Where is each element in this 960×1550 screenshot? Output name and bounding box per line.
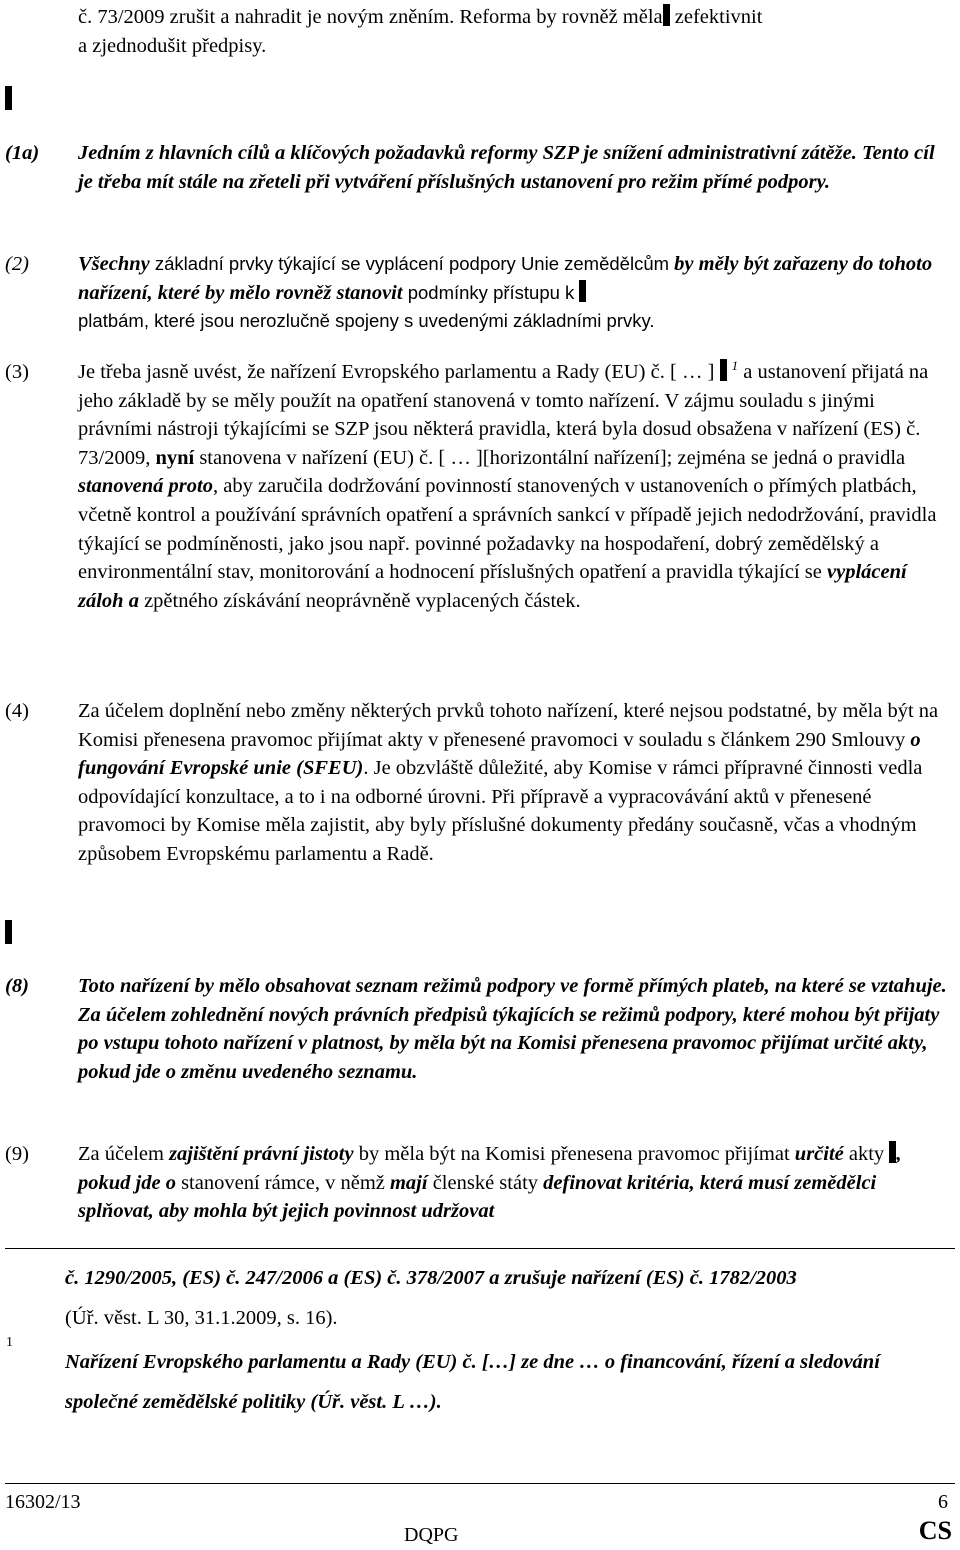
recital-text-part: platbám, které jsou nerozlučně spojeny s uvedenými základními prvky.: [78, 310, 655, 332]
footnote-mark: 1: [6, 1335, 13, 1350]
recital-text-part: členské státy: [427, 1171, 544, 1194]
recital-number: (4): [5, 700, 29, 722]
recital-text-part: vyplácení záloh a: [78, 561, 907, 612]
recital-text: Toto nařízení by mělo obsahovat seznam režimů podpory ve formě přímých plateb, na které se vztahuje. Za účelem zohlednění nových právních předpisů týkajících se režimů podpory, které mohou být přijaty po vstupu tohoto nařízení v platnost, by měla být na Komisi přenesena pravomoc přijímat určité akty, pokud jde o změnu uvedeného seznamu.: [78, 975, 947, 1083]
recital-number: (9): [5, 1143, 29, 1165]
change-marker: [663, 4, 670, 26]
recital-text-part: . Je obzvláště důležité, aby Komise v rámci přípravné činnosti vedla odpovídající konzultace, a to i na odborné úrovni. Při přípravě a vypracovávání aktů v přenesené pravomoci by Komise měla zajistit, aby byly příslušné dokumenty předány současně, včas a vhodným způsobem Evropskému parlamentu a Radě.: [78, 757, 923, 865]
recital-text: [78, 1140, 950, 1226]
recital-text-part: mají: [389, 1171, 428, 1194]
recital-text-part: by měla být na Komisi přenesena pravomoc přijímat: [353, 1143, 795, 1165]
footnote-text: (Úř. věst. L 30, 31.1.2009, s. 16).: [65, 1307, 338, 1329]
recital-text-part: Za účelem: [78, 1143, 170, 1165]
recital-text-part: definovat kritéria, která musí zemědělci splňovat, aby mohla být jejich povinnost udržovat: [78, 1171, 877, 1223]
page-number: 6: [938, 1491, 948, 1513]
recital-text-part: Všechny: [78, 253, 150, 275]
recital-text-part: zpětného získávání neoprávněně vyplacených částek.: [138, 589, 581, 612]
recital-text-part: základní prvky týkající se vyplácení podpory Unie zemědělcům: [149, 253, 675, 274]
recital-text: [78, 358, 950, 615]
recital-text: [78, 250, 950, 336]
footnote-text: č. 1290/2005, (ES) č. 247/2006 a (ES) č. 378/2007 a zrušuje nařízení (ES) č. 1782/2003: [65, 1267, 797, 1289]
recital-text-part: zajištění právní jistoty: [169, 1143, 354, 1165]
recital-number: (1a): [5, 142, 40, 164]
recital-text-part: nyní: [155, 446, 195, 469]
change-marker: [720, 359, 727, 381]
change-marker: [579, 280, 586, 302]
footnote-1: Nařízení Evropského parlamentu a Rady (EU) č. […] ze dne … o financování, řízení a sledování společné zemědělské politiky (Úř. věst. L …).: [65, 1351, 880, 1413]
department-code: DQPG: [404, 1524, 459, 1546]
change-marker: [5, 920, 12, 944]
footnote-ref: 1: [731, 358, 739, 373]
language-code: CS: [918, 1516, 952, 1545]
recital-number: (2): [5, 253, 29, 275]
recital-text-part: o fungování Evropské unie (SFEU): [78, 728, 921, 780]
recital-text: [78, 697, 950, 869]
recital-text-part: Je třeba jasně uvést, že nařízení Evropského parlamentu a Rady (EU) č. [ … ]: [78, 361, 720, 383]
recital-text-part: akty: [843, 1143, 890, 1165]
recital-text-part: , aby zaručila dodržování povinností stanovených v ustanoveních o přímých platbách, včetně kontrol a používání správních opatření a správních sankcí v případě jejich nedodržování, pravidla týkající se podmíněnosti, jako jsou např. povinné požadavky na hospodaření, dobrý zemědělský a environmentální stav, monitorování a hodnocení příslušných opatření a pravidla týkající se: [78, 475, 937, 584]
change-marker: [5, 86, 12, 110]
document-number: 16302/13: [5, 1491, 81, 1513]
footer-separator: [5, 1483, 955, 1484]
recital-text-part: , pokud jde o: [78, 1143, 902, 1194]
recital-text-part: podmínky přístupu k: [402, 281, 580, 303]
intro-line-2: a zjednodušit předpisy.: [78, 34, 267, 57]
recital-text-part: stanovená proto: [78, 475, 213, 498]
recital-text: Jedním z hlavních cílů a klíčových požadavků reformy SZP je snížení administrativní zátěže. Tento cíl je třeba mít stále na zřeteli při vytváření příslušných ustanovení pro režim přímé podpory.: [78, 142, 935, 193]
recital-text-part: stanovena v nařízení (EU) č. [ … ][horizontální nařízení]; zejména se jedná o pravidla: [194, 446, 906, 469]
recital-text-part: by měly být zařazeny do tohoto nařízení, které by mělo rovněž stanovit: [78, 253, 933, 304]
intro-text: [78, 3, 948, 60]
recital-number: (3): [5, 361, 29, 383]
recital-text-part: určité: [794, 1143, 844, 1165]
recital-text-part: Za účelem doplnění nebo změny některých prvků tohoto nařízení, které nejsou podstatné, by měla být na Komisi přenesena pravomoc přijímat akty v přenesené pravomoci v souladu s článkem 290 Smlouvy: [78, 700, 939, 751]
intro-line-1: č. 73/2009 zrušit a nahradit je novým zněním. Reforma by rovněž měla: [78, 6, 663, 28]
intro-line-1b: zefektivnit: [669, 6, 763, 28]
footnote-continuation: [65, 1258, 955, 1338]
recital-text-part: stanovení rámce, v němž: [175, 1171, 390, 1194]
recital-number: (8): [5, 975, 29, 997]
recital-text-part: a ustanovení přijatá na jeho základě by se měly použít na opatření stanovená v tomto nařízení. V zájmu souladu s jinými právními nástroji týkajícími se SZP jsou některá pravidla, která byla dosud obsažena v nařízení (ES) č. 73/2009,: [78, 361, 929, 469]
footnote-separator: [5, 1248, 955, 1249]
